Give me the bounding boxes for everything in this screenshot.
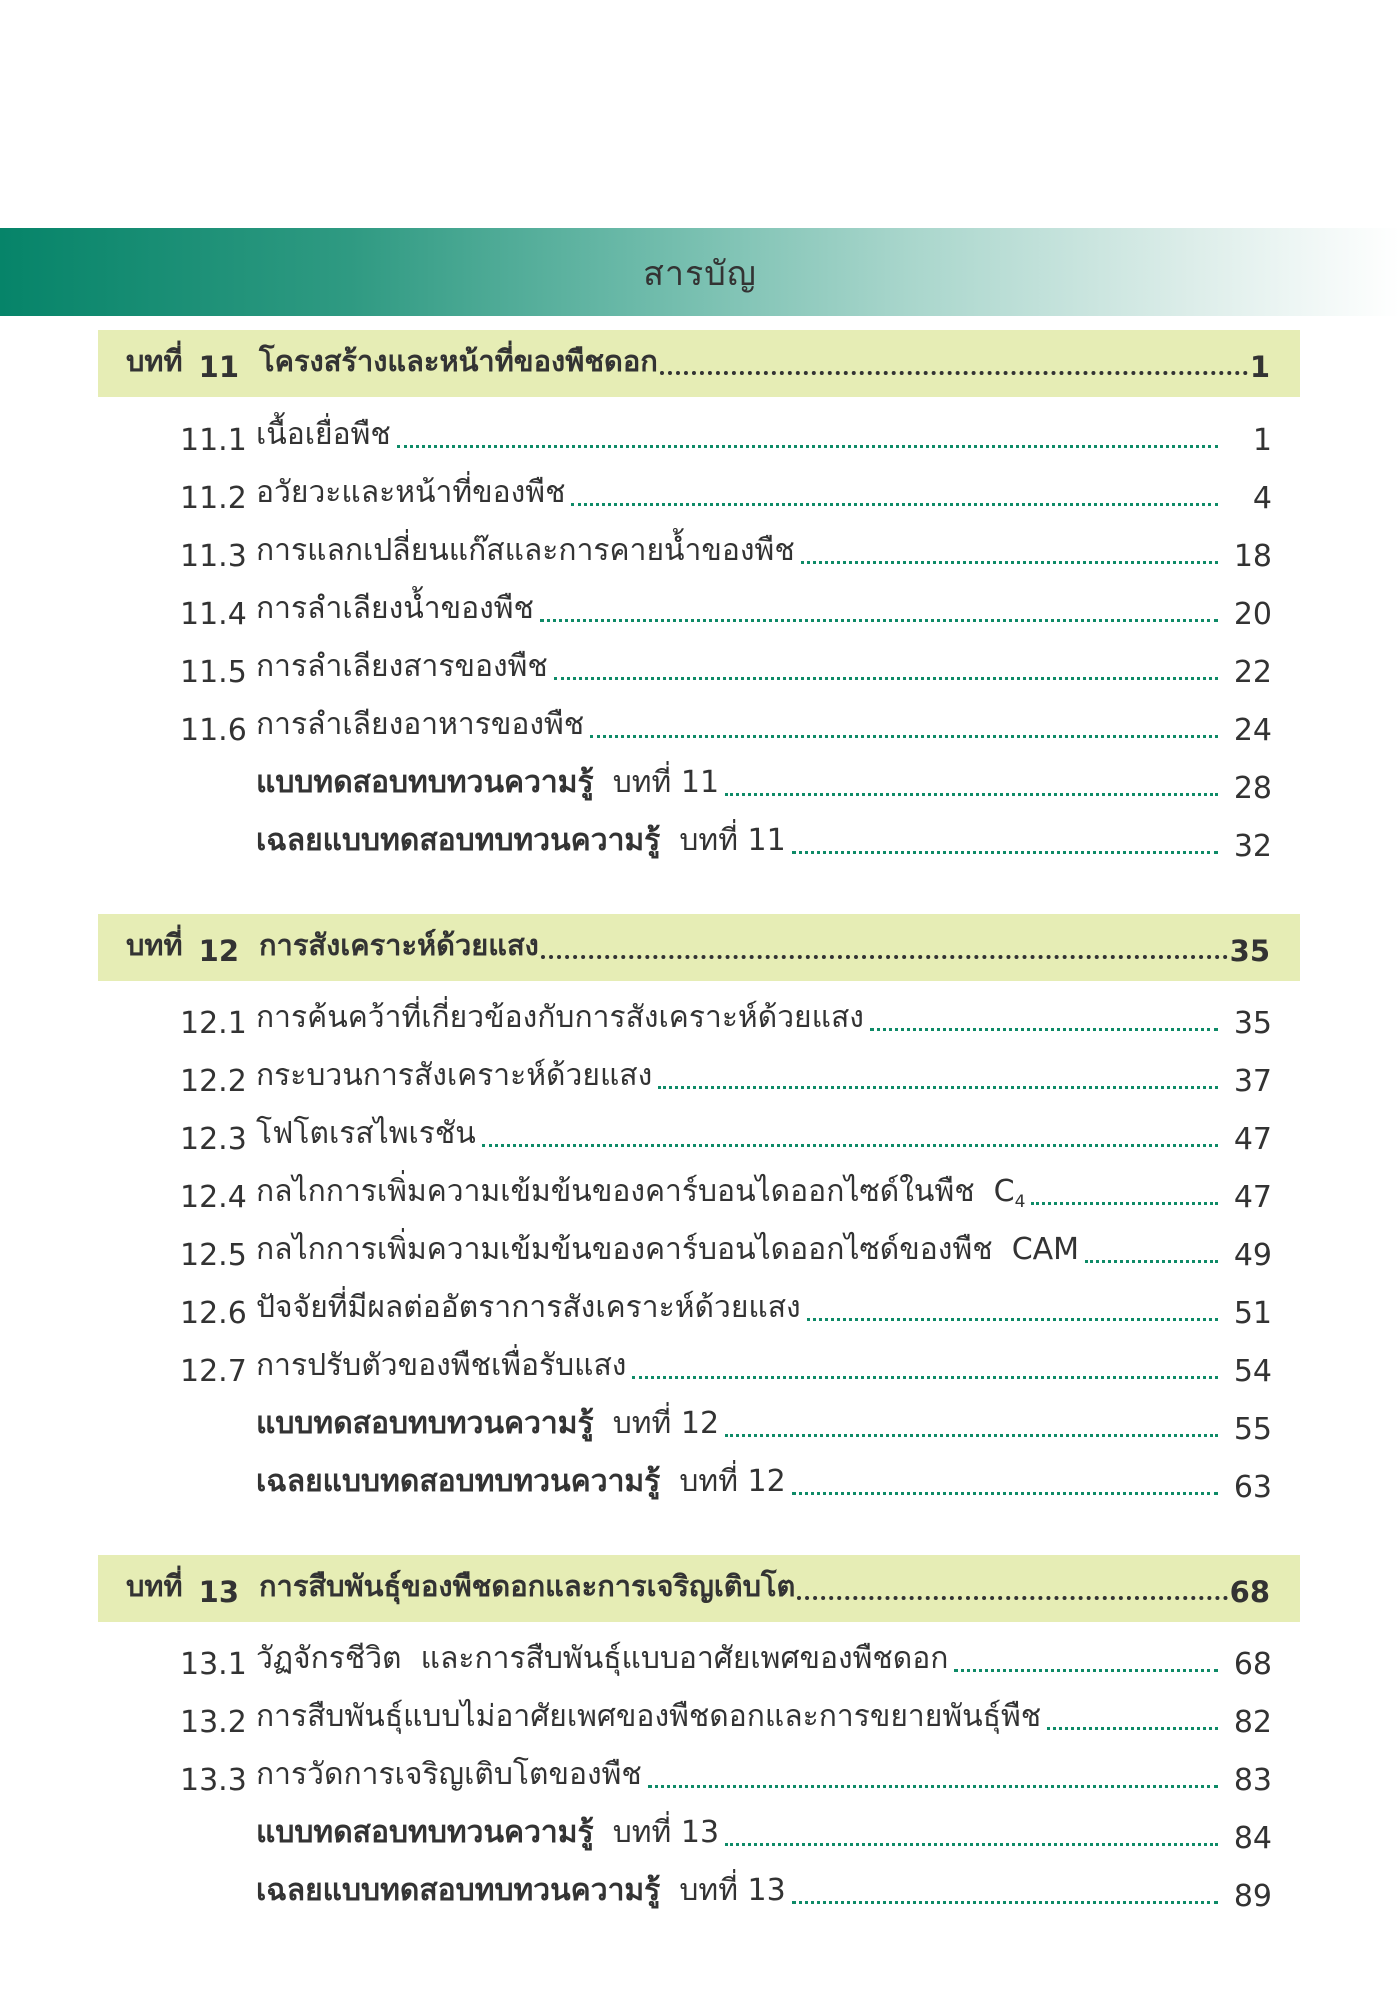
page-number: 51 bbox=[1233, 1296, 1272, 1331]
section-title: เนื้อเยื่อพืช bbox=[256, 417, 391, 452]
toc-entry-13-1[interactable] bbox=[180, 1636, 1272, 1682]
chapter-label: บทที่ bbox=[126, 1569, 183, 1603]
dot-leader bbox=[648, 1785, 1218, 1788]
review-chapter-ref: บทที่ 12 bbox=[612, 1406, 720, 1441]
toc-entry-11-6[interactable] bbox=[180, 702, 1272, 748]
section-title: การลำเลียงอาหารของพืช bbox=[256, 707, 585, 742]
section-title: การปรับตัวของพืชเพื่อรับแสง bbox=[256, 1348, 627, 1383]
page-number: 35 bbox=[1233, 1006, 1272, 1041]
section-number: 11.1 bbox=[180, 423, 247, 458]
section-number: 12.2 bbox=[180, 1064, 247, 1099]
answers-chapter-ref: บทที่ 13 bbox=[679, 1873, 786, 1908]
section-number: 11.3 bbox=[180, 539, 247, 574]
section-title-wrap bbox=[256, 1168, 1025, 1215]
review-title bbox=[256, 1809, 719, 1856]
page-number: 55 bbox=[1233, 1412, 1272, 1447]
toc-entry-11-3[interactable] bbox=[180, 528, 1272, 574]
toc-entry-13-3[interactable] bbox=[180, 1752, 1272, 1798]
dot-leader bbox=[571, 503, 1218, 506]
page-number: 68 bbox=[1229, 1575, 1270, 1609]
dot-leader bbox=[540, 619, 1218, 622]
subscript-4: 4 bbox=[1014, 1192, 1026, 1212]
section-title: การค้นคว้าที่เกี่ยวข้องกับการสังเคราะห์ด้วยแสง bbox=[256, 1000, 864, 1035]
dot-leader bbox=[554, 677, 1218, 680]
toc-entry-12-5[interactable] bbox=[180, 1227, 1272, 1273]
page-number: 28 bbox=[1233, 771, 1272, 806]
section-number: 12.5 bbox=[180, 1238, 247, 1273]
dot-leader bbox=[801, 561, 1218, 564]
dot-leader bbox=[632, 1376, 1218, 1379]
page-number: 63 bbox=[1233, 1470, 1272, 1505]
dot-leader bbox=[1047, 1727, 1218, 1730]
toc-entry-11-2[interactable] bbox=[180, 470, 1272, 516]
page-number: 84 bbox=[1233, 1821, 1272, 1856]
section-title: กลไกการเพิ่มความเข้มข้นของคาร์บอนไดออกไซด์ในพืช bbox=[256, 1174, 975, 1209]
answers-title bbox=[256, 1867, 786, 1914]
section-title: ปัจจัยที่มีผลต่ออัตราการสังเคราะห์ด้วยแสง bbox=[256, 1290, 801, 1325]
chapter-title: การสืบพันธุ์ของพืชดอกและการเจริญเติบโต bbox=[259, 1569, 796, 1603]
page-number: 49 bbox=[1233, 1238, 1272, 1273]
toc-entry-answers-12[interactable] bbox=[256, 1459, 1272, 1505]
toc-entry-answers-13[interactable] bbox=[256, 1868, 1272, 1914]
section-number: 13.1 bbox=[180, 1647, 247, 1682]
dot-leader bbox=[725, 1843, 1218, 1846]
dot-leader bbox=[541, 955, 1228, 959]
section-number: 11.6 bbox=[180, 713, 247, 748]
section-number: 11.2 bbox=[180, 481, 247, 516]
dot-leader bbox=[792, 851, 1218, 854]
chapter-13-heading[interactable] bbox=[98, 1555, 1300, 1622]
review-chapter-ref: บทที่ 11 bbox=[612, 765, 720, 800]
page-number: 54 bbox=[1233, 1354, 1272, 1389]
page-number: 89 bbox=[1233, 1879, 1272, 1914]
review-title bbox=[256, 759, 719, 806]
toc-entry-11-1[interactable] bbox=[180, 412, 1272, 458]
toc-entry-12-6[interactable] bbox=[180, 1285, 1272, 1331]
page-number: 47 bbox=[1233, 1122, 1272, 1157]
section-number: 11.4 bbox=[180, 597, 247, 632]
toc-entry-12-2[interactable] bbox=[180, 1053, 1272, 1099]
toc-entry-11-5[interactable] bbox=[180, 644, 1272, 690]
section-title: การลำเลียงน้ำของพืช bbox=[256, 591, 534, 626]
toc-entry-review-12[interactable] bbox=[256, 1401, 1272, 1447]
section-title: การสืบพันธุ์แบบไม่อาศัยเพศของพืชดอกและการขยายพันธุ์พืช bbox=[256, 1699, 1042, 1734]
section-number: 12.1 bbox=[180, 1006, 247, 1041]
chapter-number: 12 bbox=[198, 934, 239, 968]
toc-entry-12-7[interactable] bbox=[180, 1343, 1272, 1389]
section-number: 12.7 bbox=[180, 1354, 247, 1389]
title-bar bbox=[0, 228, 1400, 316]
toc-entry-11-4[interactable] bbox=[180, 586, 1272, 632]
page-number: 35 bbox=[1229, 934, 1270, 968]
page-number: 83 bbox=[1233, 1763, 1272, 1798]
page-number: 20 bbox=[1233, 597, 1272, 632]
page-number: 18 bbox=[1233, 539, 1272, 574]
section-title: วัฏจักรชีวิต และการสืบพันธุ์แบบอาศัยเพศของพืชดอก bbox=[256, 1641, 949, 1676]
toc-entry-answers-11[interactable] bbox=[256, 818, 1272, 864]
dot-leader bbox=[660, 371, 1248, 375]
page-number: 1 bbox=[1252, 423, 1272, 458]
review-bold-label: แบบทดสอบทบทวนความรู้ bbox=[256, 1406, 594, 1441]
toc-entry-12-1[interactable] bbox=[180, 995, 1272, 1041]
section-title-wrap bbox=[256, 1226, 1079, 1273]
section-title: อวัยวะและหน้าที่ของพืช bbox=[256, 475, 566, 510]
chapter-number: 11 bbox=[198, 350, 239, 384]
review-bold-label: แบบทดสอบทบทวนความรู้ bbox=[256, 765, 594, 800]
page-number: 4 bbox=[1252, 481, 1272, 516]
chapter-11-heading[interactable] bbox=[98, 330, 1300, 397]
chapter-title: โครงสร้างและหน้าที่ของพืชดอก bbox=[259, 344, 658, 378]
dot-leader bbox=[658, 1086, 1218, 1089]
page-number: 22 bbox=[1233, 655, 1272, 690]
dot-leader bbox=[482, 1144, 1218, 1147]
dot-leader bbox=[1085, 1260, 1218, 1263]
page-number: 24 bbox=[1233, 713, 1272, 748]
section-title: กลไกการเพิ่มความเข้มข้นของคาร์บอนไดออกไซด์ของพืช bbox=[256, 1232, 993, 1267]
section-number: 11.5 bbox=[180, 655, 247, 690]
dot-leader bbox=[954, 1669, 1218, 1672]
dot-leader bbox=[590, 735, 1218, 738]
page-number: 47 bbox=[1233, 1180, 1272, 1215]
answers-title bbox=[256, 1458, 786, 1505]
section-number: 13.3 bbox=[180, 1763, 247, 1798]
section-number: 13.2 bbox=[180, 1705, 247, 1740]
dot-leader bbox=[870, 1028, 1218, 1031]
review-chapter-ref: บทที่ 13 bbox=[612, 1815, 720, 1850]
toc-entry-review-11[interactable] bbox=[256, 760, 1272, 806]
toc-entry-12-3[interactable] bbox=[180, 1111, 1272, 1157]
chapter-label: บทที่ bbox=[126, 928, 183, 962]
answers-bold-label: เฉลยแบบทดสอบทบทวนความรู้ bbox=[256, 1464, 661, 1499]
dot-leader bbox=[725, 1434, 1218, 1437]
section-number: 12.3 bbox=[180, 1122, 247, 1157]
dot-leader bbox=[797, 1596, 1227, 1600]
page-number: 82 bbox=[1233, 1705, 1272, 1740]
chapter-number: 13 bbox=[198, 1575, 239, 1609]
toc-entry-13-2[interactable] bbox=[180, 1694, 1272, 1740]
dot-leader bbox=[1031, 1202, 1218, 1205]
page-number: 37 bbox=[1233, 1064, 1272, 1099]
answers-title bbox=[256, 817, 786, 864]
section-title: การวัดการเจริญเติบโตของพืช bbox=[256, 1757, 642, 1792]
dot-leader bbox=[725, 793, 1218, 796]
chapter-title: การสังเคราะห์ด้วยแสง bbox=[259, 928, 539, 962]
dot-leader bbox=[807, 1318, 1218, 1321]
answers-bold-label: เฉลยแบบทดสอบทบทวนความรู้ bbox=[256, 1873, 661, 1908]
dot-leader bbox=[792, 1492, 1218, 1495]
answers-chapter-ref: บทที่ 11 bbox=[679, 823, 786, 858]
chapter-12-heading[interactable] bbox=[98, 914, 1300, 981]
page-title: สารบัญ bbox=[643, 254, 757, 294]
chapter-label: บทที่ bbox=[126, 344, 183, 378]
dot-leader bbox=[397, 445, 1218, 448]
plant-type-cam: CAM bbox=[1011, 1232, 1080, 1267]
review-bold-label: แบบทดสอบทบทวนความรู้ bbox=[256, 1815, 594, 1850]
section-title: การแลกเปลี่ยนแก๊สและการคายน้ำของพืช bbox=[256, 533, 795, 568]
page-number: 32 bbox=[1233, 829, 1272, 864]
answers-chapter-ref: บทที่ 12 bbox=[679, 1464, 786, 1499]
page-number: 68 bbox=[1233, 1647, 1272, 1682]
review-title bbox=[256, 1400, 719, 1447]
section-title: การลำเลียงสารของพืช bbox=[256, 649, 548, 684]
section-number: 12.6 bbox=[180, 1296, 247, 1331]
page-number: 1 bbox=[1249, 350, 1270, 384]
toc-entry-12-4[interactable] bbox=[180, 1169, 1272, 1215]
answers-bold-label: เฉลยแบบทดสอบทบทวนความรู้ bbox=[256, 823, 661, 858]
section-number: 12.4 bbox=[180, 1180, 247, 1215]
section-title: โฟโตเรสไพเรชัน bbox=[256, 1116, 476, 1151]
dot-leader bbox=[792, 1901, 1218, 1904]
toc-entry-review-13[interactable] bbox=[256, 1810, 1272, 1856]
section-title: กระบวนการสังเคราะห์ด้วยแสง bbox=[256, 1058, 653, 1093]
plant-type-c4: C bbox=[993, 1174, 1015, 1209]
